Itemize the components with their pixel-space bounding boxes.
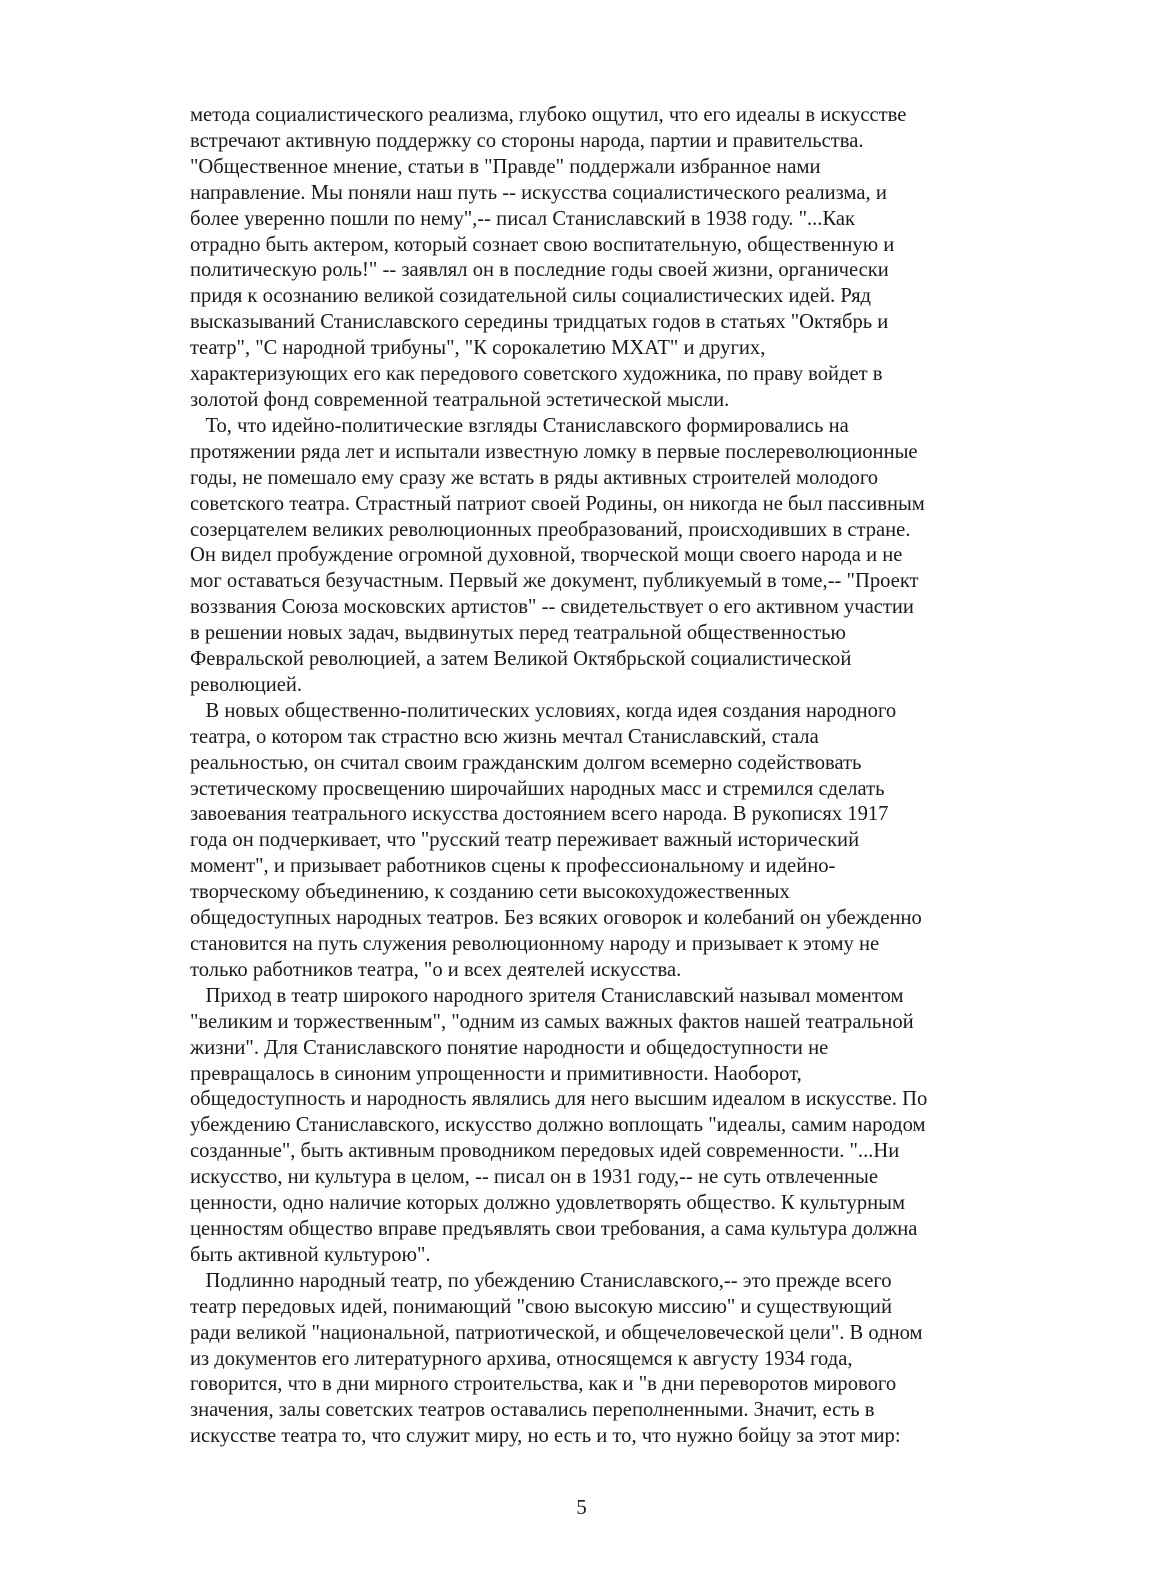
text-line: воззвания Союза московских артистов" -- свидетельствует о его активном участии xyxy=(190,596,914,619)
text-line: встречают активную поддержку со стороны народа, партии и правительства. xyxy=(190,129,864,152)
text-line: искусство, ни культура в целом, -- писал он в 1931 году,-- не суть отвлеченные xyxy=(190,1166,878,1189)
text-line: ценностям общество вправе предъявлять свои требования, а сама культура должна xyxy=(190,1217,918,1240)
text-line: говорится, что в дни мирного строительства, как и "в дни переворотов мирового xyxy=(190,1373,897,1396)
text-line: протяжении ряда лет и испытали известную ломку в первые послереволюционные xyxy=(190,440,918,463)
text-line: созерцателем великих революционных преобразований, происходивших в стране. xyxy=(190,518,911,541)
text-line: убеждению Станиславского, искусство должно воплощать "идеалы, самим народом xyxy=(190,1114,926,1137)
text-line: "великим и торжественным", "одним из самых важных фактов нашей театральной xyxy=(190,1010,914,1033)
text-line: года он подчеркивает, что "русский театр переживает важный исторический xyxy=(190,829,860,852)
text-line: общедоступность и народность являлись для него высшим идеалом в искусстве. По xyxy=(190,1088,928,1111)
text-line: жизни". Для Станиславского понятие народности и общедоступности не xyxy=(190,1036,829,1059)
text-line: завоевания театрального искусства достоянием всего народа. В рукописях 1917 xyxy=(190,803,889,826)
text-line: театр", "С народной трибуны", "К сорокалетию МХАТ" и других, xyxy=(190,337,766,360)
text-line: эстетическому просвещению широчайших народных масс и стремился сделать xyxy=(190,777,885,800)
text-line: творческому объединению, к созданию сети высокохудожественных xyxy=(190,881,790,904)
text-line: золотой фонд современной театральной эстетической мысли. xyxy=(190,388,730,411)
text-line: быть активной культурою". xyxy=(190,1243,431,1266)
text-line: отрадно быть актером, который сознает свою воспитательную, общественную и xyxy=(190,233,895,256)
text-line: Приход в театр широкого народного зрителя Станиславский называл моментом xyxy=(190,984,904,1007)
text-line: из документов его литературного архива, относящемся к августу 1934 года, xyxy=(190,1347,853,1370)
page-number: 5 xyxy=(576,1495,587,1519)
text-line: революцией. xyxy=(190,673,303,696)
text-line: Подлинно народный театр, по убеждению Станиславского,-- это прежде всего xyxy=(190,1269,892,1292)
text-line: ценности, одно наличие которых должно удовлетворять общество. К культурным xyxy=(190,1192,906,1215)
text-line: театра, о котором так страстно всю жизнь мечтал Станиславский, стала xyxy=(190,725,819,748)
text-line: характеризующих его как передового советского художника, по праву войдет в xyxy=(190,363,883,386)
text-line: театр передовых идей, понимающий "свою высокую миссию" и существующий xyxy=(190,1295,892,1318)
text-line: созданные", быть активным проводником передовых идей современности. "...Ни xyxy=(190,1140,900,1163)
text-line: годы, не помешало ему сразу же встать в ряды активных строителей молодого xyxy=(190,466,879,489)
text-line: общедоступных народных театров. Без всяких оговорок и колебаний он убежденно xyxy=(190,907,922,930)
text-line: направление. Мы поняли наш путь -- искусства социалистического реализма, и xyxy=(190,181,887,204)
text-line: придя к осознанию великой созидательной силы социалистических идей. Ряд xyxy=(190,285,872,308)
text-line: значения, залы советских театров оставались переполненными. Значит, есть в xyxy=(190,1399,875,1422)
text-line: советского театра. Страстный патриот своей Родины, он никогда не был пассивным xyxy=(190,492,925,515)
text-line: метода социалистического реализма, глубоко ощутил, что его идеалы в искусстве xyxy=(190,104,907,126)
text-line: Февральской революцией, а затем Великой Октябрьской социалистической xyxy=(190,648,852,671)
text-line: в решении новых задач, выдвинутых перед театральной общественностью xyxy=(190,622,846,645)
text-line: Он видел пробуждение огромной духовной, творческой мощи своего народа и не xyxy=(190,544,903,567)
text-line: только работников театра, "о и всех деятелей искусства. xyxy=(190,958,682,981)
text-line: становится на путь служения революционному народу и призывает к этому не xyxy=(190,933,880,955)
text-line: превращалось в синоним упрощенности и примитивности. Наоборот, xyxy=(190,1062,802,1085)
text-line: искусстве театра то, что служит миру, но есть и то, что нужно бойцу за этот мир: xyxy=(190,1425,901,1448)
text-line: реальностью, он считал своим гражданским долгом всемерно содействовать xyxy=(190,751,862,774)
text-line: "Общественное мнение, статьи в "Правде" поддержали избранное нами xyxy=(190,155,821,178)
text-line: мог оставаться безучастным. Первый же документ, публикуемый в томе,-- "Проект xyxy=(190,570,919,593)
text-line: момент", и призывает работников сцены к профессиональному и идейно- xyxy=(190,855,836,878)
text-line: ради великой "национальной, патриотической, и общечеловеческой цели". В одном xyxy=(190,1321,923,1344)
body-text xyxy=(190,103,1020,1450)
text-line: политическую роль!" -- заявлял он в последние годы своей жизни, органически xyxy=(190,259,889,282)
text-line: высказываний Станиславского середины тридцатых годов в статьях "Октябрь и xyxy=(190,311,889,334)
text-line: более уверенно пошли по нему",-- писал Станиславский в 1938 году. "...Как xyxy=(190,207,856,230)
text-line: В новых общественно-политических условиях, когда идея создания народного xyxy=(190,699,897,722)
text-line: То, что идейно-политические взгляды Станиславского формировались на xyxy=(190,414,849,437)
